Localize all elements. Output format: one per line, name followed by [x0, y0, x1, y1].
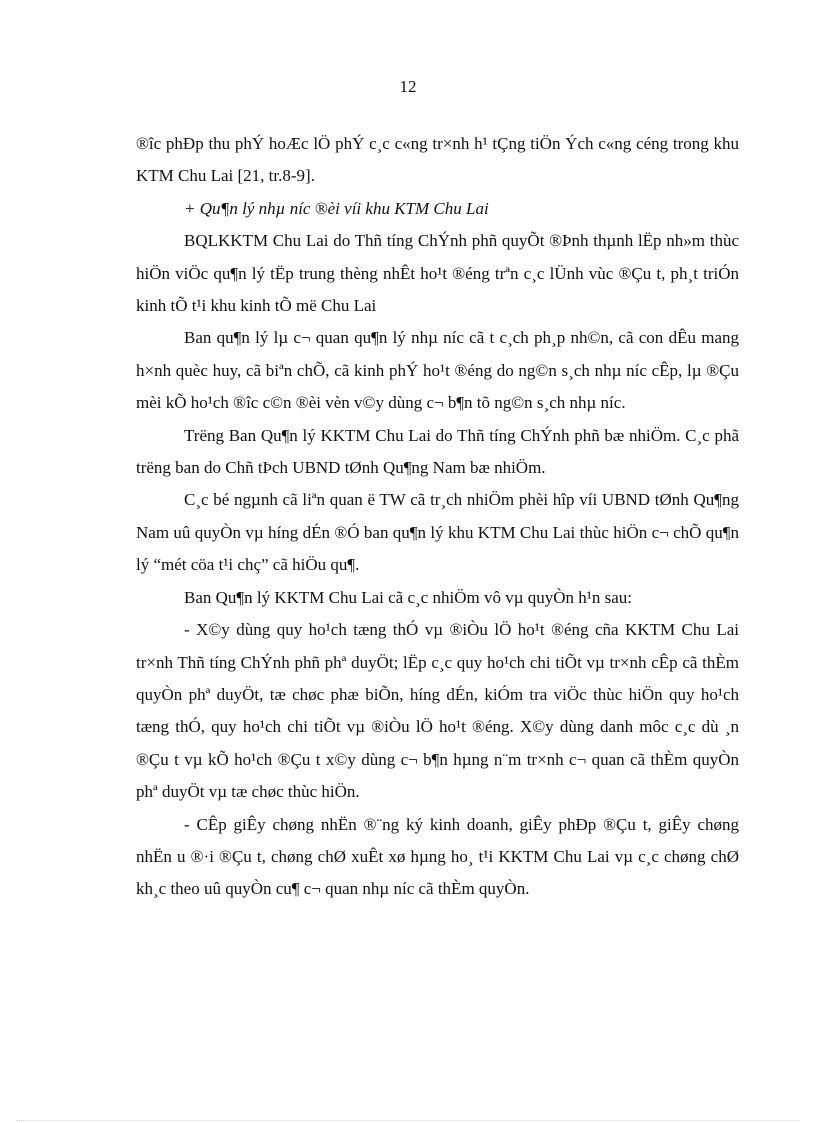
page-number: 12	[399, 77, 417, 96]
paragraph: Ban qu¶n lý lµ c¬ quan qu¶n lý nhµ níc cã t c¸ch ph¸p nh©n, cã con dÊu mang h×nh quèc huy, cã biªn chÕ, cã kinh phÝ ho¹t ®éng do ng©n s¸ch nhµ níc cÊp, lµ ®Çu mèi kÕ ho¹ch ®îc c©n ®èi vèn v©y dùng c¬ b¶n tõ ng©n s¸ch nhµ níc.	[136, 328, 739, 413]
paragraph: C¸c bé ngµnh cã liªn quan ë TW cã tr¸ch nhiÖm phèi hîp víi UBND tØnh Qu¶ng Nam uû quyÒn vµ híng dÉn ®Ó ban qu¶n lý khu KTM Chu Lai thùc hiÖn c¬ chÕ qu¶n lý “mét cöa t¹i chç” cã hiÖu qu¶.	[136, 490, 739, 575]
document-body	[136, 128, 739, 906]
paragraph: Trëng Ban Qu¶n lý KKTM Chu Lai do Thñ tíng ChÝnh phñ bæ nhiÖm. C¸c phã trëng ban do Chñ tÞch UBND tØnh Qu¶ng Nam bæ nhiÖm.	[136, 425, 739, 478]
page-bottom-divider	[16, 1120, 800, 1121]
paragraph: BQLKKTM Chu Lai do Thñ tíng ChÝnh phñ quyÕt ®Þnh thµnh lËp nh»m thùc hiÖn viÖc qu¶n lý tËp trung thèng nhÊt ho¹t ®éng trªn c¸c lÜnh vùc ®Çu t, ph¸t triÓn kinh tÕ t¹i khu kinh tÕ më Chu Lai	[136, 231, 739, 316]
section-heading: + Qu¶n lý nhµ níc ®èi víi khu KTM Chu Lai	[184, 198, 489, 218]
list-item: - CÊp giÊy chøng nhËn ®¨ng ký kinh doanh, giÊy phÐp ®Çu t, giÊy chøng nhËn u ®·i ®Çu t, chøng chØ xuÊt xø hµng ho¸ t¹i KKTM Chu Lai vµ c¸c chøng chØ kh¸c theo uû quyÒn cu¶ c¬ quan nhµ níc cã thÈm quyÒn.	[136, 814, 739, 899]
paragraph: Ban Qu¶n lý KKTM Chu Lai cã c¸c nhiÖm vô vµ quyÒn h¹n sau:	[184, 587, 633, 607]
paragraph: ®îc phÐp thu phÝ hoÆc lÖ phÝ c¸c c«ng tr×nh h¹ tÇng tiÖn Ých c«ng céng trong khu KTM Chu Lai [21, tr.8-9].	[136, 134, 739, 186]
list-item: - X©y dùng quy ho¹ch tæng thÓ vµ ®iÒu lÖ ho¹t ®éng cña KKTM Chu Lai tr×nh Thñ tíng ChÝnh phñ phª duyÖt; lËp c¸c quy ho¹ch chi tiÕt vµ tr×nh cÊp cã thÈm quyÒn phª duyÖt, tæ chøc phæ biÕn, híng dÉn, kiÓm tra viÖc thùc hiÖn quy ho¹ch tæng thÓ, quy ho¹ch chi tiÕt vµ ®iÒu lÖ ho¹t ®éng. X©y dùng danh môc c¸c dù ¸n ®Çu t vµ kÕ ho¹ch ®Çu t x©y dùng c¬ b¶n hµng n¨m tr×nh c¬ quan cã thÈm quyÒn phª duyÖt vµ tæ chøc thùc hiÖn.	[136, 620, 739, 802]
